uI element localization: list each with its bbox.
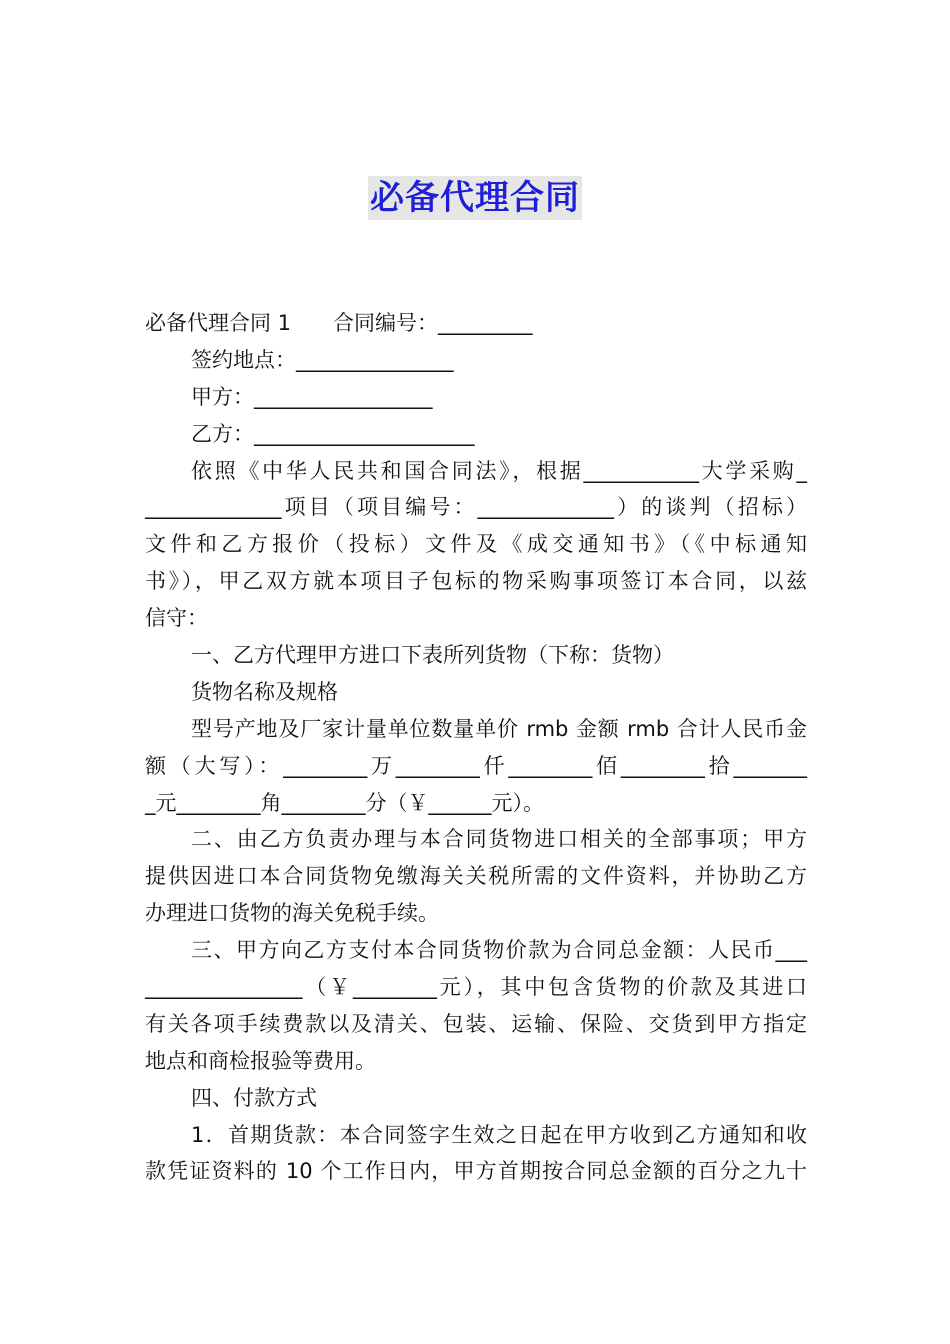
- paragraph-line: _元________角________分（￥______元）。: [145, 790, 544, 815]
- paragraph-line: 型号产地及厂家计量单位数量单价 rmb 金额 rmb 合计人民币金: [191, 716, 807, 741]
- section-heading: 一、乙方代理甲方进口下表所列货物（下称：货物）: [191, 643, 674, 668]
- paragraph-line: 依照《中华人民共和国合同法》，根据___________大学采购_: [191, 458, 807, 483]
- paragraph-line: 书》），甲乙双方就本项目子包标的物采购事项签订本合同，以兹: [145, 569, 807, 594]
- paragraph-line: 地点和商检报验等费用。: [145, 1048, 376, 1073]
- paragraph-line: 款凭证资料的 10 个工作日内，甲方首期按合同总金额的百分之九十: [145, 1159, 807, 1184]
- paragraph-line: 信守：: [145, 606, 208, 631]
- party-a-line: 甲方：_________________: [191, 384, 433, 409]
- paragraph-line: 有关各项手续费款以及清关、包装、运输、保险、交货到甲方指定: [145, 1011, 807, 1036]
- document-body: [145, 305, 807, 1190]
- document-title: 必备代理合同: [370, 178, 580, 218]
- paragraph-line: _______________（￥________元），其中包含货物的价款及其进口: [145, 975, 807, 1000]
- signing-place-line: 签约地点：_______________: [191, 347, 454, 372]
- paragraph-line: 文件和乙方报价（投标）文件及《成交通知书》（《中标通知: [145, 532, 807, 557]
- paragraph-line: 额（大写）：________万________仟________佰________拾_______: [145, 753, 807, 778]
- party-b-line: 乙方：_____________________: [191, 421, 475, 446]
- paragraph-line: 二、由乙方负责办理与本合同货物进口相关的全部事项；甲方: [191, 827, 807, 852]
- paragraph-line: _____________项目（项目编号：_____________）的谈判（招标）: [145, 495, 807, 520]
- paragraph-line: 1．首期货款：本合同签字生效之日起在甲方收到乙方通知和收: [191, 1122, 807, 1147]
- title-container: [0, 176, 950, 220]
- paragraph-line: 货物名称及规格: [191, 679, 338, 704]
- paragraph-line: 办理进口货物的海关免税手续。: [145, 901, 439, 926]
- contract-header-line: 必备代理合同 1 合同编号：_________: [145, 311, 533, 335]
- paragraph-line: 提供因进口本合同货物免缴海关关税所需的文件资料，并协助乙方: [145, 864, 807, 889]
- section-heading: 四、付款方式: [191, 1085, 317, 1110]
- paragraph-line: 三、甲方向乙方支付本合同货物价款为合同总金额：人民币___: [191, 938, 807, 963]
